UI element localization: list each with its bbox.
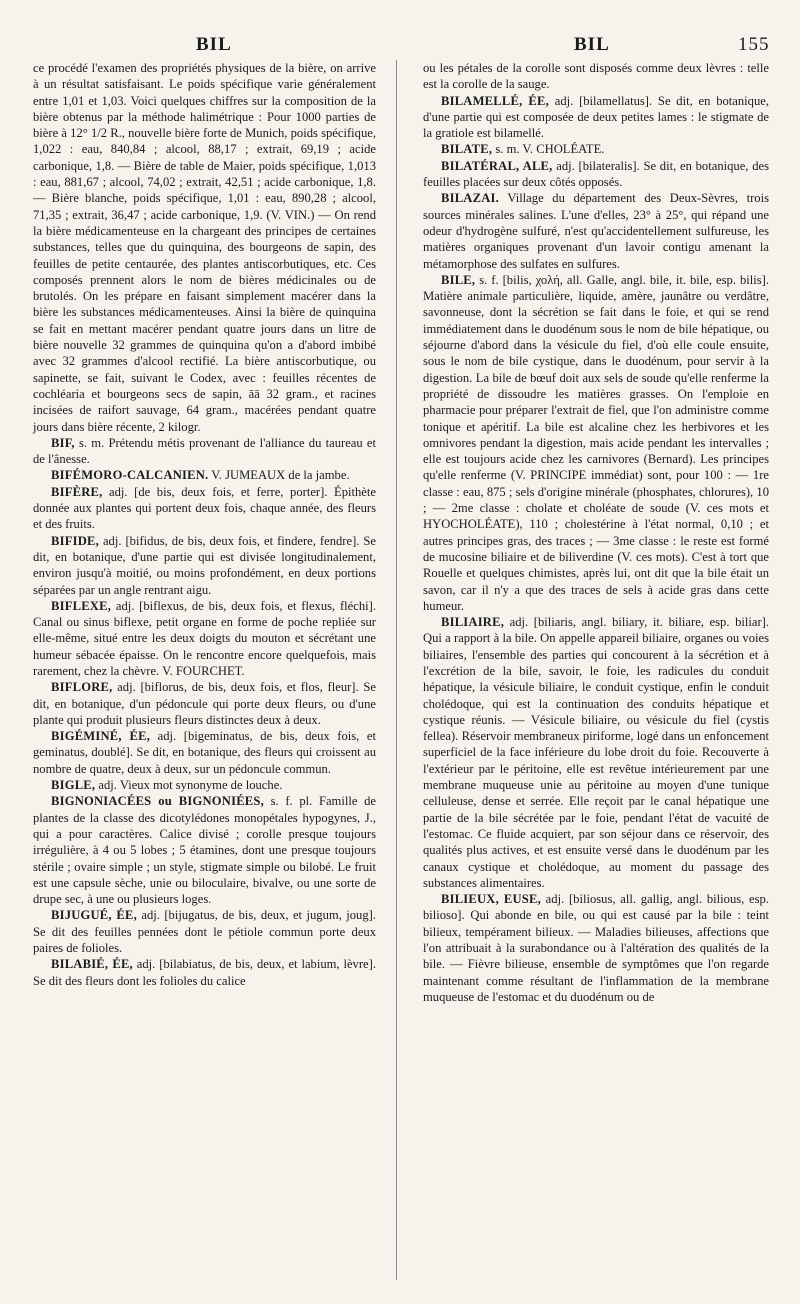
dictionary-entry [33,533,376,598]
dictionary-entry [33,435,376,468]
entry-headword: BILATE, [441,142,493,157]
entry-headword: BILIAIRE, [441,615,505,630]
dictionary-entry [33,956,376,989]
entry-text: adj. [bifidus, de bis, deux fois, et findere, fendre]. Se dit, en botanique, d'une partie qui est divisée longitudinalement, environ jusqu'à moitié, ou moins profondément, en deux portions séparées par un angle rentrant aigu. [33,533,376,597]
entry-headword: BILE, [441,272,476,287]
entry-text: ou les pétales de la corolle sont disposés comme deux lèvres : telle est la corolle de la sauge. [423,61,769,92]
dictionary-entry [33,907,376,956]
entry-headword: BILIEUX, EUSE, [441,892,541,907]
entry-headword: BIGÉMINÉ, ÉE, [51,729,151,744]
entry-text: adj. [bijugatus, de bis, deux, et jugum, joug]. Se dit des feuilles pennées dont le pétiole commun porte deux paires de folioles. [33,908,376,956]
entry-text: adj. [biflexus, de bis, deux fois, et flexus, fléchi]. Canal ou sinus biflexe, petit organe en forme de poche repliée sur elle-même, situé entre les deux doigts du mouton et sécrétant une humeur sébacée épaisse. On le rencontre encore quelquefois, mais rarement, chez la chèvre. V. FOURCHET. [33,598,376,678]
dictionary-entry [33,777,376,793]
dictionary-entry [423,93,769,142]
entry-text: ce procédé l'examen des propriétés physiques de la bière, on arrive à un résultat satisfaisant. Le poids spécifique varie généralement entre 1,01 et 1,03. Voici quelques chiffres sur la composition de la bière obtenus par la méthode halimétrique : Pour 1000 parties de bière à 12° 1/2 R., nouvelle bière forte de Munich, poids spécifique, 1,022 : eau, 840,84 ; alcool, 88,17 ; extrait, 69,19 ; acide carbonique, 1,8. — Bière de table de Maier, poids spécifique, 1,013 : eau, 881,67 ; alcool, 74,02 ; extrait, 42,51 ; acide carbonique, 1,8. — Bière blanche, poids spécifique, 1,01 : eau, 890,28 ; alcool, 71,35 ; extrait, 36,47 ; acide carbonique, 1,9. (V. VIN.) — On rend la bière médicamenteuse en la chargeant des principes de certaines substances, telles que du quinquina, des bourgeons de sapin, des feuilles de petite centaurée, des plantes antiscorbutiques, etc. Ces composés prennent alors le nom de bières médicinales ou de brutolés. On les prépare en faisant simplement macérer dans la bière les substances médicamenteuses. Ainsi la bière de quinquina se fait en mettant macérer pendant quatre jours dans un litre de bière nouvelle 32 grammes de quinquina qu'on a d'abord imbibé avec 32 grammes d'alcool rectifié. La bière antiscorbutique, ou sapinette, se fait, suivant le Codex, avec : feuilles récentes de cochléaria et bourgeons secs de sapin, āā 32 gram., et racines incisées de raifort sauvage, 64 gram., macérées pendant quatre jours dans bière récente, 2 kilogr. [33,61,376,434]
entry-text: s. m. Prétendu métis provenant de l'alliance du taureau et de l'ânesse. [33,435,376,467]
dictionary-entry [33,598,376,679]
dictionary-entry [423,891,769,1005]
entry-continuation [423,60,769,93]
dictionary-entry [423,272,769,614]
entry-headword: BIFLORE, [51,680,113,695]
entry-text: adj. [bigeminatus, de bis, deux fois, et geminatus, doublé]. Se dit, en botanique, des fleurs qui croissent au nombre de quatre, deux à deux, sur un pédoncule commun. [33,729,376,776]
entry-text: adj. [de bis, deux fois, et ferre, porter]. Épithète donnée aux plantes qui portent deux fois, chaque année, des fleurs et des fruits. [33,484,376,532]
right-column [423,60,769,1005]
entry-headword: BIFLEXE, [51,598,112,613]
entry-headword: BIGNONIACÉES ou BIGNONIÉES, [51,794,264,809]
entry-text: s. f. pl. Famille de plantes de la classe des dicotylédones monopétales hypogynes, J., qui a pour caractères. Calice divisé ; corolle presque toujours irrégulière, à 4 ou 5 lobes ; 5 étamines, dont une presque toujours stérile ; ovaire simple ; un style, stigmate simple ou bilobé. Le fruit est une capsule sèche, unie ou biloculaire, bivalve, ou une sorte de drupe sec, à une ou plusieurs loges. [33,794,376,907]
entry-headword: BILAMELLÉ, ÉE, [441,93,549,108]
entry-text: Village du département des Deux-Sèvres, trois sources minérales salines. L'une d'elles, 23° à 25°, qui répand une odeur d'hydrogène sulfuré, n'est qu'accidentellement sulfureuse, les matières organiques provenant d'un lavoir contigu amenant la métamorphose des sulfates en sulfures. [423,191,769,271]
dictionary-entry [33,728,376,777]
entry-headword: BIGLE, [51,778,96,793]
entry-text: adj. [biliaris, angl. biliary, it. biliare, esp. biliar]. Qui a rapport à la bile. On appelle appareil biliaire, organes ou voies biliaires, l'ensemble des parties qui concourent à la sécrétion et à l'excrétion de la bile, savoir, le foie, les radicules du conduit hépatique, la vésicule biliaire, le conduit cystique, enfin le conduit cholédoque, qui est la continuation des conduits hépatique et cystique réunis. — Vésicule biliaire, ou vésicule du fiel (cystis fellea). Réservoir membraneux piriforme, logé dans un enfoncement superficiel de la face inférieure du lobe droit du foie. Recouverte à l'extérieur par le péritoine, elle est revêtue intérieurement par une membrane muqueuse unie au péritoine au moyen d'une tunique celluleuse, dense et serrée. Elle reçoit par le canal hépatique une partie de la bile sécrétée par le foie, pendant l'état de vacuité de l'estomac. Ce fluide acquiert, par son séjour dans ce réservoir, des qualités plus actives, et est ensuite versé dans le duodénum par les canaux cystique et cholédoque, au moment du passage des substances alimentaires. [423,615,769,890]
left-column [33,60,376,989]
entry-text: adj. [bilateralis]. Se dit, en botanique, des feuilles placées sur deux côtés opposés. [423,158,769,190]
entry-headword: BIJUGUÉ, ÉE, [51,908,137,923]
entry-text: s. f. [bilis, χολή, all. Galle, angl. bile, it. bile, esp. bilis]. Matière animale particulière, liquide, amère, jaunâtre ou verdâtre, savonneuse, dont la sécrétion se fait dans le foie, et qui se rend immédiatement dans le duodénum sous le nom de bile hépatique, ou séjourne d'abord dans la vésicule du fiel, d'où elle coule ensuite, sous le nom de bile cystique, dans le duodénum, pour servir à la digestion. La bile de bœuf doit aux sels de soude qu'elle renferme la propriété de dissoudre les matières grasses. On l'emploie en pharmacie pour préparer l'extrait de fiel, que l'on administre comme tonique et apéritif. La bile est alcaline chez les herbivores et les omnivores pendant la digestion, mais acide pendant les intervalles ; elle est toujours acide chez les carnivores (Bernard). Les principes qu'elle renferme (V. PRINCIPE immédiat) sont, pour 100 : — 1re classe : eau, 875 ; sels d'origine minérale (phosphates, chlorures), 10 ; — 2me classe : cholate et choléate de soude (V. ces mots et HYOCHOLÉATE), 110 ; cholestérine à l'état normal, 0,10 ; et autres principes gras, des traces ; — 3me classe : le reste est formé de mucosine biliaire et de biliverdine (V. ces mots). C'est à tort que Rouelle et quelques chimistes, après lui, ont dit que la bile était un savon, car il n'y a que des traces de sels à acide gras dans cette humeur. [423,272,769,613]
entry-headword: BILAZAI. [441,191,499,206]
dictionary-entry [33,467,376,483]
dictionary-entry [33,679,376,728]
entry-text: adj. [biflorus, de bis, deux fois, et flos, fleur]. Se dit, en botanique, d'un pédoncule qui porte deux fleurs, ou d'une plante qui produit plusieurs fleurs distinctes deux à deux. [33,680,376,727]
entry-headword: BIFIDE, [51,533,99,548]
entry-headword: BILATÉRAL, ALE, [441,158,553,173]
entry-text: adj. [bilamellatus]. Se dit, en botanique, d'une partie qui est composée de deux petites lames : le stigmate de la gratiole est bilamellé. [423,93,770,141]
left-running-head: BIL [196,34,232,55]
running-header [0,34,800,58]
entry-headword: BIFÉMORO-CALCANIEN. [51,468,209,483]
entry-text: adj. Vieux mot synonyme de louche. [95,778,283,793]
entry-continuation [33,60,376,435]
entry-headword: BIF, [51,435,75,450]
column-divider [396,60,397,1280]
dictionary-entry [423,141,769,157]
entry-text: s. m. V. CHOLÉATE. [492,142,605,157]
dictionary-entry [423,158,769,191]
entry-text: adj. [biliosus, all. gallig, angl. bilious, esp. bilioso]. Qui abonde en bile, ou qui est causé par la bile : teint bilieux, tempérament bilieux. — Maladies bilieuses, affections que l'on attribuait à la surabondance ou à l'altération des qualités de la bile. — Fièvre bilieuse, ensemble de symptômes que l'on regarde maintenant comme résultant de l'inflammation de la membrane muqueuse de l'estomac et du duodénum ou de [423,892,769,1004]
entry-headword: BILABIÉ, ÉE, [51,957,133,972]
entry-text: adj. [bilabiatus, de bis, deux, et labium, lèvre]. Se dit des fleurs dont les folioles du calice [33,957,376,988]
dictionary-entry [33,484,376,533]
dictionary-entry [423,614,769,891]
entry-headword: BIFÈRE, [51,484,103,499]
dictionary-entry [33,793,376,907]
page-number: 155 [738,34,770,55]
right-running-head: BIL [574,34,610,55]
dictionary-entry [423,190,769,271]
entry-text: V. JUMEAUX de la jambe. [208,468,350,483]
